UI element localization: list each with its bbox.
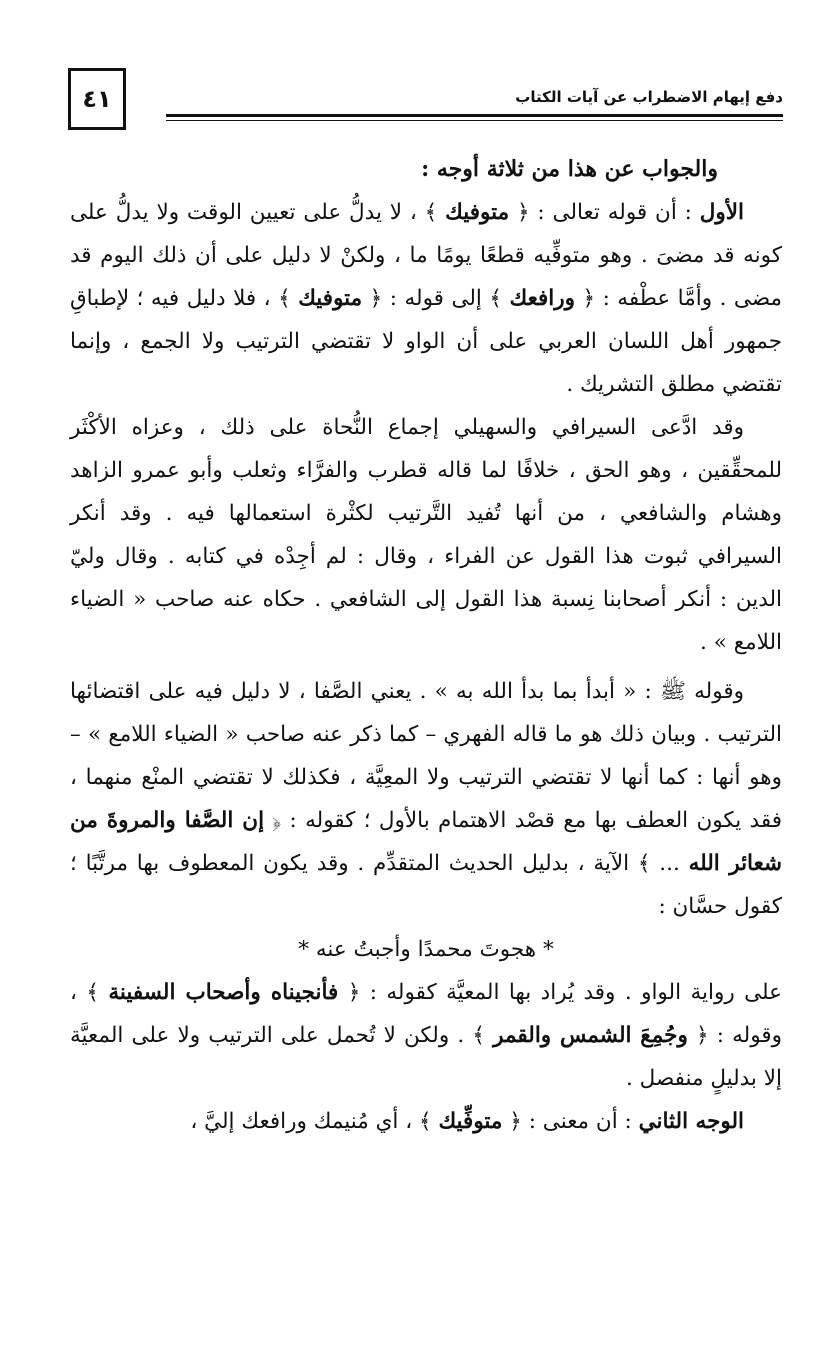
text-segment: ﴾ إلى قوله : ﴿: [362, 286, 510, 311]
text-segment: ﴾ ، وقوله : ﴿: [70, 980, 782, 1048]
paragraph-hadith: [70, 670, 782, 928]
quran-word: متوفيك: [445, 200, 510, 225]
quran-word: متوفِّيك: [438, 1109, 503, 1134]
section-heading: والجواب عن هذا من ثلاثة أوجه :: [421, 156, 718, 182]
body-text: [70, 148, 782, 1143]
text-segment: ﴾ ، فلا دليل فيه ؛ لإطباقِ جمهور أهل اللسان العربي على أن الواو لا تقتضي الترتيب ولا الجمع ، وإنما تقتضي مطلق التشريك .: [70, 286, 782, 397]
second-aspect-label: الوجه الثاني: [638, 1109, 744, 1134]
text-segment: ﴾ . ولكن لا تُحمل على الترتيب ولا على المعيَّة إلا بدليلٍ منفصل .: [70, 1023, 782, 1091]
page-header: [68, 68, 783, 134]
first-aspect-label: الأول: [699, 200, 744, 225]
header-rule-thick: [166, 114, 783, 117]
quran-word: ورافعك: [509, 286, 575, 311]
quran-verse: إن الصَّفا والمروةَ من شعائر الله: [70, 808, 782, 876]
quran-word: متوفيك: [298, 286, 363, 311]
text-segment: ﴾ ، أي مُنيمك ورافعك إليَّ ،: [190, 1109, 439, 1134]
text-segment: : أن قوله تعالى : ﴿: [509, 200, 700, 225]
page-number: ٤١: [82, 85, 112, 113]
paragraph-accompaniment: [70, 971, 782, 1100]
text-segment: : أن معنى : ﴿: [502, 1109, 639, 1134]
text-segment: ... ﴾ الآية ، بدليل الحديث المتقدِّم . وقد يكون المعطوف بها مرتَّبًا ؛ كقول حسَّان :: [70, 851, 782, 919]
text-segment: ﴾ ، لا يدلُّ على تعيين الوقت ولا يدلُّ على كونه قد مضىَ . وهو متوفِّيه قطعًا يومًا ما ، ولكنْ لا دليل على أن ذلك اليوم قد مضى . وأمَّا عطْفه : ﴿: [70, 200, 782, 311]
header-rule-thin: [166, 120, 783, 121]
poetry-verse: * هجوتَ محمدًا وأجبتُ عنه *: [298, 937, 554, 962]
quran-verse: وجُمِعَ الشمس والقمر: [493, 1023, 688, 1048]
running-title: دفع إيهام الاضطراب عن آيات الكتاب: [515, 88, 783, 106]
paragraph-first-aspect: [70, 191, 782, 406]
text-segment: وقوله ﷺ : « أبدأ بما بدأ الله به » . يعني الصَّفا ، لا دليل فيه على اقتضائها الترتيب . وبيان ذلك هو ما قاله الفهري – كما ذكر عنه صاحب « الضياء اللامع » – وهو أنها : كما أنها لا تقتضي الترتيب ولا المعِيَّة ، فكذلك لا تقتضي المنْع منهما ، فقد يكون العطف بها مع قصْد الاهتمام بالأول ؛ كقوله : ﴿: [70, 679, 782, 833]
text-segment: على رواية الواو . وقد يُراد بها المعيَّة كقوله : ﴿: [338, 980, 782, 1005]
paragraph-grammarians: وقد ادَّعى السيرافي والسهيلي إجماع النُّحاة على ذلك ، وعزاه الأكْثَر للمحقِّقين ، وهو الحق ، خلافًا لما قاله قطرب والفرَّاء وثعلب وأبو عمرو الزاهد وهشام والشافعي ، من أنها تُفيد التَّرتيب لكثْرة استعمالها فيه . وقد أنكر السيرافي ثبوت هذا القول عن الفراء ، وقال : لم أجِدْه في كتابه . وقال وليّ الدين : أنكر أصحابنا نِسبة هذا القول إلى الشافعي . حكاه عنه صاحب « الضياء اللامع » .: [70, 415, 782, 655]
paragraph-second-aspect: [70, 1100, 782, 1143]
page-number-box: [68, 68, 126, 130]
quran-verse: فأنجيناه وأصحاب السفينة: [108, 980, 339, 1005]
